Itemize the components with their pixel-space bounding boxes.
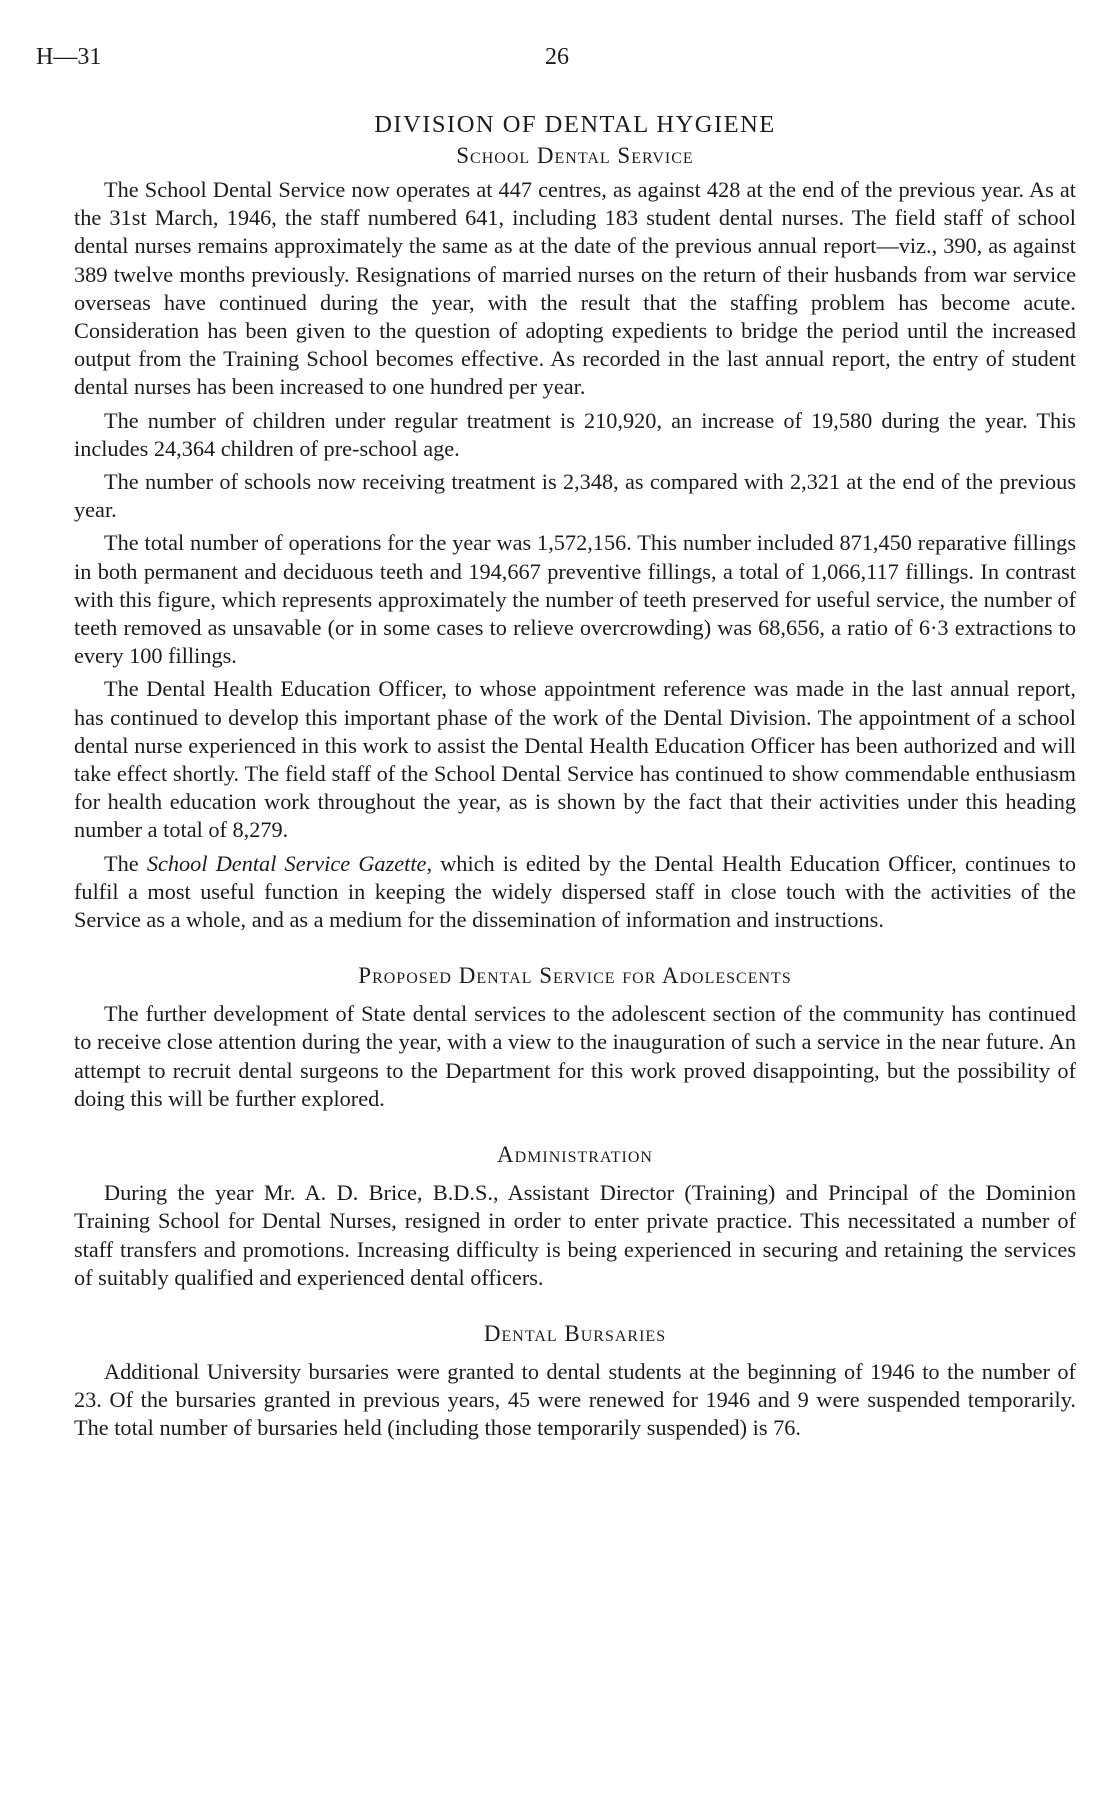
heading-adolescents: Proposed Dental Service for Adolescents xyxy=(358,963,792,989)
gazette-lead: The xyxy=(104,850,147,876)
paragraph-gazette xyxy=(74,850,1076,935)
heading-school-dental-service: School Dental Service xyxy=(456,143,694,168)
heading-administration: Administration xyxy=(497,1142,653,1168)
paragraph: The further development of State dental services to the adolescent section of the community has continued to receive close attention during the year, with a view to the inauguration of such a service in the near future. An attempt to recruit dental surgeons to the Department for this work proved disappointing, but the possibility of doing this will be further explored. xyxy=(74,1001,1076,1111)
division-title: DIVISION OF DENTAL HYGIENE xyxy=(374,111,776,138)
gazette-text: , which is edited by the Dental Health Education Officer, continues to fulfil a most useful function in keeping the widely dispersed staff in close touch with the activities of the Service as a whole, and as a medium for the dissemination of information and instructions. xyxy=(74,850,1076,933)
page-code: H—31 xyxy=(36,44,102,70)
paragraph: During the year Mr. A. D. Brice, B.D.S., Assistant Director (Training) and Principal of the Dominion Training School for Dental Nurses, resigned in order to enter private practice. This necessitated a number of staff transfers and promotions. Increasing difficulty is being experienced in securing and retaining the services of suitably qualified and experienced dental officers. xyxy=(74,1180,1076,1290)
paragraph: The number of schools now receiving treatment is 2,348, as compared with 2,321 at the end of the previous year. xyxy=(74,469,1076,523)
gazette-title: School Dental Service Gazette xyxy=(146,850,427,876)
document-body xyxy=(74,110,1076,1448)
heading-dental-bursaries: Dental Bursaries xyxy=(483,1320,667,1346)
page-number: 26 xyxy=(545,44,569,70)
paragraph: Additional University bursaries were granted to dental students at the beginning of 1946 to the number of 23. Of the bursaries granted in previous years, 45 were renewed for 1946 and 9 were suspended temporarily. The total number of bursaries held (including those temporarily suspended) is 76. xyxy=(74,1358,1076,1441)
paragraph: The total number of operations for the year was 1,572,156. This number included 871,450 reparative fillings in both permanent and deciduous teeth and 194,667 preventive fillings, a total of 1,066,117 fillings. In contrast with this figure, which represents approximately the number of teeth preserved for useful service, the number of teeth removed as unsavable (or in some cases to relieve overcrowding) was 68,656, a ratio of 6·3 extractions to every 100 fillings. xyxy=(74,530,1076,669)
paragraph: The Dental Health Education Officer, to whose appointment reference was made in the last annual report, has continued to develop this important phase of the work of the Dental Division. The appointment of a school dental nurse experienced in this work to assist the Dental Health Education Officer has been authorized and will take effect shortly. The field staff of the School Dental Service has continued to show commendable enthusiasm for health education work throughout the year, as is shown by the fact that their activities under this heading number a total of 8,279. xyxy=(74,676,1076,843)
paragraph: The number of children under regular treatment is 210,920, an increase of 19,580 during the year. This includes 24,364 children of pre-school age. xyxy=(74,407,1076,461)
running-header xyxy=(36,44,1078,84)
paragraph: The School Dental Service now operates at 447 centres, as against 428 at the end of the previous year. As at the 31st March, 1946, the staff numbered 641, including 183 student dental nurses. The field staff of school dental nurses remains approximately the same as at the date of the previous annual report—viz., 390, as against 389 twelve months previously. Resignations of married nurses on the return of their husbands from war service overseas have continued during the year, with the result that the staffing problem has become acute. Consideration has been given to the question of adopting expedients to bridge the period until the increased output from the Training School becomes effective. As recorded in the last annual report, the entry of student dental nurses has been increased to one hundred per year. xyxy=(74,177,1076,400)
